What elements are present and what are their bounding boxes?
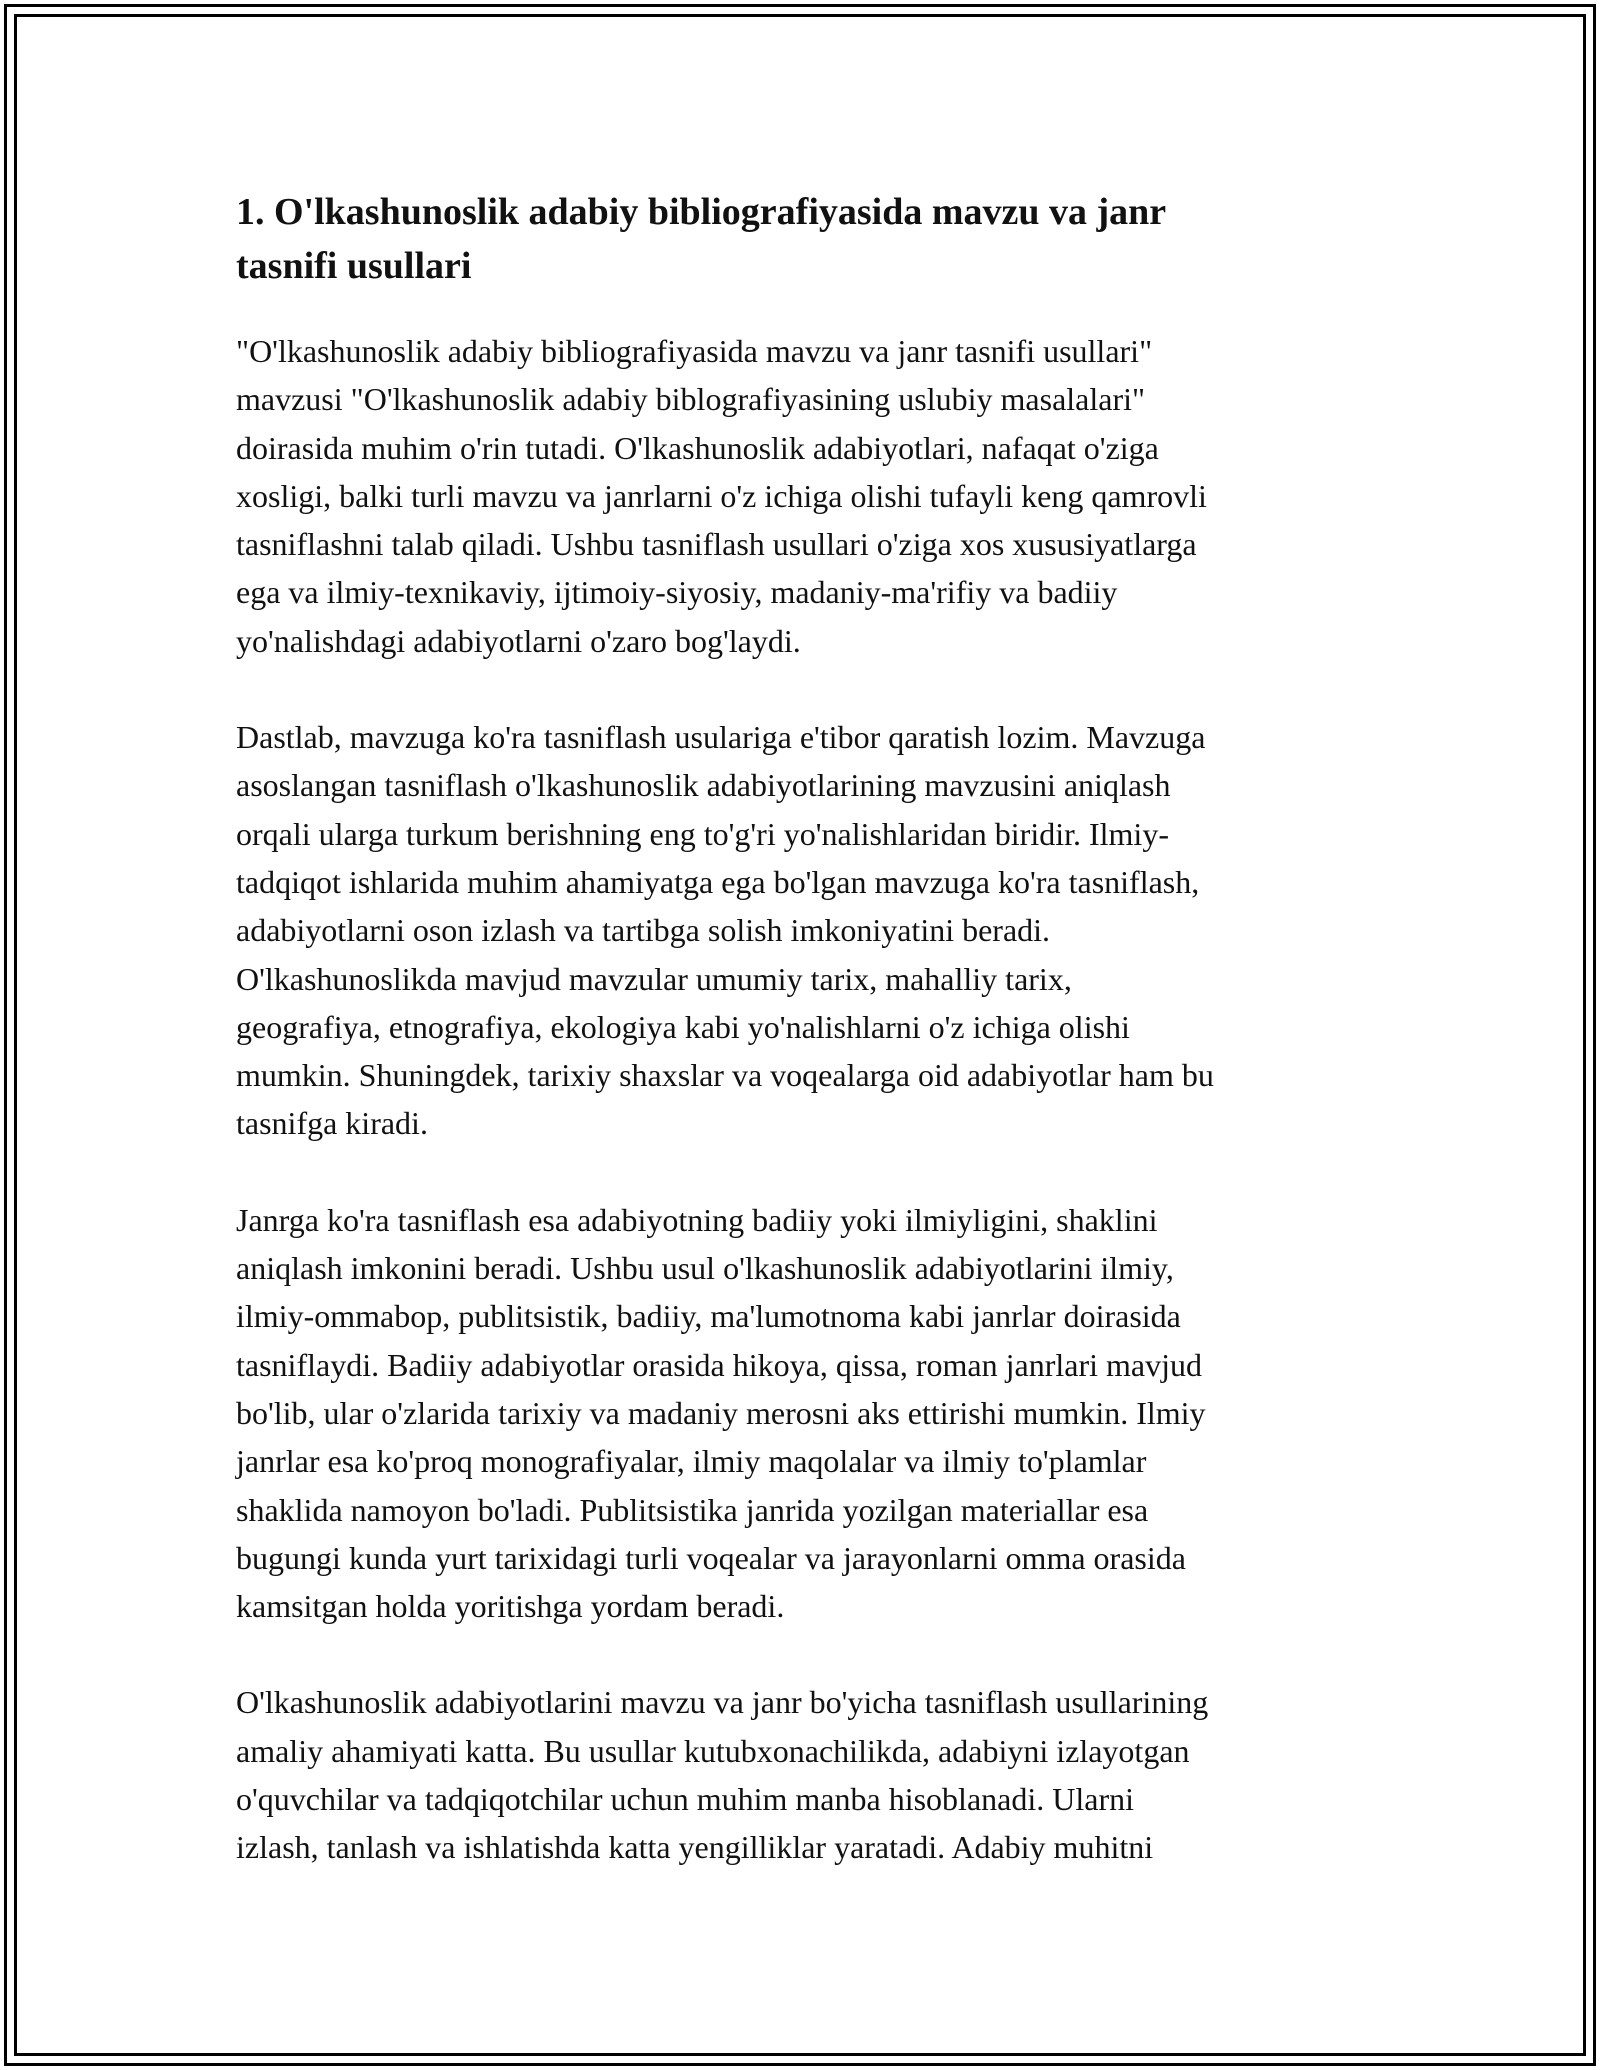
text-line: tasniflashni talab qiladi. Ushbu tasniflash usullari o'ziga xos xususiyatlarga [236,526,1197,563]
text-line: mumkin. Shuningdek, tarixiy shaxslar va voqealarga oid adabiyotlar ham bu [236,1057,1214,1094]
heading-line: 1. O'lkashunoslik adabiy bibliografiyasida mavzu va janr [236,191,1167,233]
text-line: asoslangan tasniflash o'lkashunoslik adabiyotlarining mavzusini aniqlash [236,767,1171,804]
paragraph-3 [236,1196,1366,1631]
text-line: geografiya, etnografiya, ekologiya kabi yo'nalishlarni o'z ichiga olishi [236,1008,1130,1045]
text-line: xosligi, balki turli mavzu va janrlarni o'z ichiga olishi tufayli keng qamrovli [236,477,1207,514]
text-line: bo'lib, ular o'zlarida tarixiy va madaniy merosni aks ettirishi mumkin. Ilmiy [236,1394,1206,1431]
document-body [236,185,1366,1920]
text-line: tasniflaydi. Badiiy adabiyotlar orasida hikoya, qissa, roman janrlari mavjud [236,1346,1202,1383]
text-line: doirasida muhim o'rin tutadi. O'lkashunoslik adabiyotlari, nafaqat o'ziga [236,429,1159,466]
paragraph-4 [236,1678,1366,1871]
text-line: kamsitgan holda yoritishga yordam beradi. [236,1588,785,1625]
paragraph-1 [236,327,1366,665]
text-line: aniqlash imkonini beradi. Ushbu usul o'lkashunoslik adabiyotlarini ilmiy, [236,1250,1174,1287]
text-line: Janrga ko'ra tasniflash esa adabiyotning badiiy yoki ilmiyligini, shaklini [236,1201,1158,1238]
text-line: adabiyotlarni oson izlash va tartibga solish imkoniyatini beradi. [236,912,1051,949]
text-line: mavzusi "O'lkashunoslik adabiy biblografiyasining uslubiy masalalari" [236,381,1146,418]
text-line: "O'lkashunoslik adabiy bibliografiyasida mavzu va janr tasnifi usullari" [236,333,1153,369]
text-line: o'quvchilar va tadqiqotchilar uchun muhim manba hisoblanadi. Ularni [236,1781,1134,1818]
text-line: shaklida namoyon bo'ladi. Publitsistika janrida yozilgan materiallar esa [236,1491,1149,1528]
text-line: bugungi kunda yurt tarixidagi turli voqealar va jarayonlarni omma orasida [236,1539,1186,1576]
text-line: orqali ularga turkum berishning eng to'g'ri yo'nalishlaridan biridir. Ilmiy- [236,815,1169,852]
text-line: Dastlab, mavzuga ko'ra tasniflash usulariga e'tibor qaratish lozim. Mavzuga [236,719,1206,756]
section-heading [236,185,1366,293]
text-line: O'lkashunoslik adabiyotlarini mavzu va janr bo'yicha tasniflash usullarining [236,1684,1209,1721]
heading-line: tasnifi usullari [236,245,472,287]
text-line: izlash, tanlash va ishlatishda katta yengilliklar yaratadi. Adabiy muhitni [236,1829,1154,1866]
text-line: yo'nalishdagi adabiyotlarni o'zaro bog'laydi. [236,622,801,659]
text-line: tasnifga kiradi. [236,1105,428,1142]
text-line: O'lkashunoslikda mavjud mavzular umumiy tarix, mahalliy tarix, [236,960,1072,997]
paragraph-2 [236,713,1366,1148]
text-line: amaliy ahamiyati katta. Bu usullar kutubxonachilikda, adabiyni izlayotgan [236,1732,1190,1769]
text-line: janrlar esa ko'proq monografiyalar, ilmiy maqolalar va ilmiy to'plamlar [236,1443,1147,1480]
text-line: ilmiy-ommabop, publitsistik, badiiy, ma'lumotnoma kabi janrlar doirasida [236,1298,1181,1335]
text-line: tadqiqot ishlarida muhim ahamiyatga ega bo'lgan mavzuga ko'ra tasniflash, [236,863,1200,900]
text-line: ega va ilmiy-texnikaviy, ijtimoiy-siyosiy, madaniy-ma'rifiy va badiiy [236,574,1118,611]
